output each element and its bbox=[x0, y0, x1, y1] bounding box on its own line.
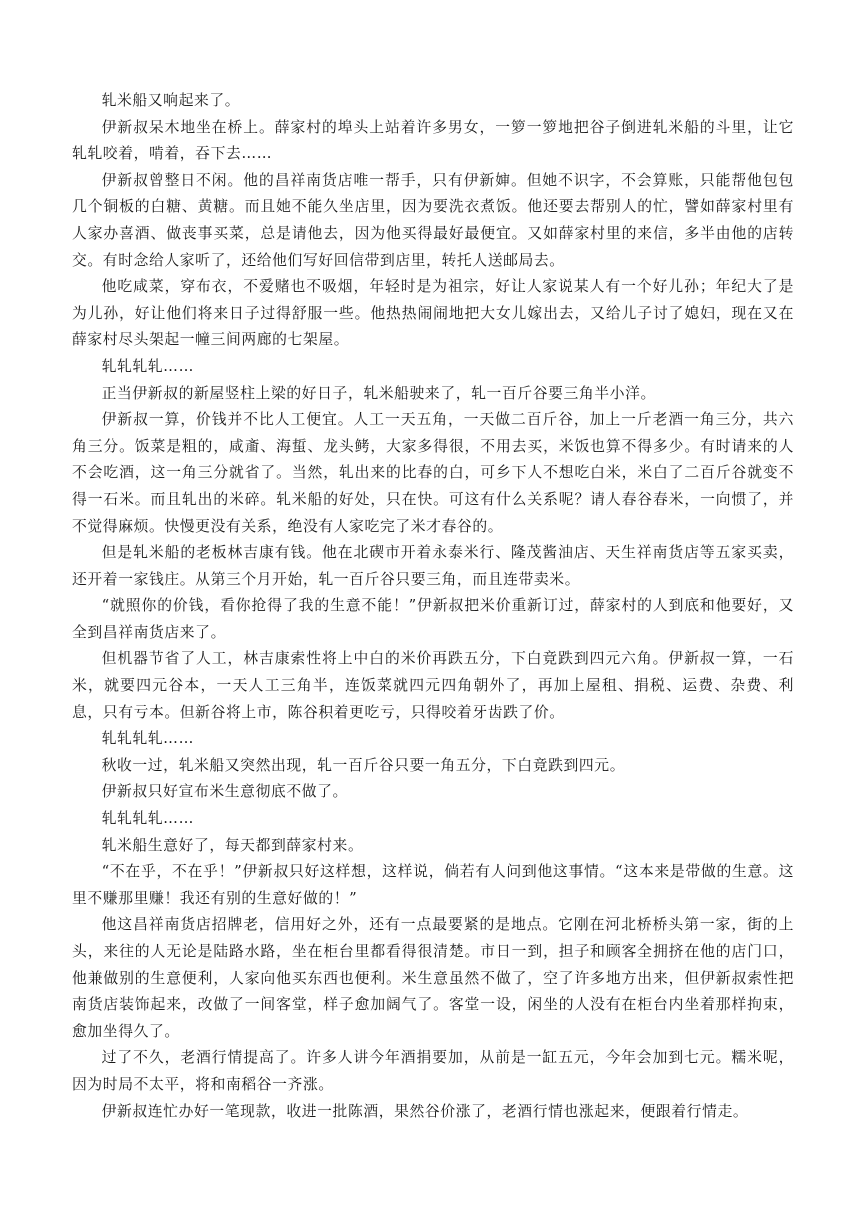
paragraph: 但机器节省了人工，林吉康索性将上中白的米价再跌五分，下白竟跌到四元六角。伊新叔一算，一石米，就要四元谷本，一天人工三角半，连饭菜就四元四角朝外了，再加上屋租、捐税、运费、杂费、利息，只有亏本。但新谷将上市，陈谷积着更吃亏，只得咬着牙齿跌了价。 bbox=[72, 650, 794, 721]
paragraph: 伊新叔只好宣布米生意彻底不做了。 bbox=[101, 783, 348, 801]
paragraph: 他吃咸菜，穿布衣，不爱赌也不吸烟，年轻时是为祖宗，好让人家说某人有一个好儿孙；年纪大了是为儿孙，好让他们将来日子过得舒服一些。他热热闹闹地把大女儿嫁出去，又给儿子讨了媳妇，现在又在薛家村尽头架起一幢三间两廊的七架屋。 bbox=[72, 278, 794, 349]
paragraph: 伊新叔呆木地坐在桥上。薛家村的埠头上站着许多男女，一箩一箩地把谷子倒进轧米船的斗里，让它轧轧咬着，啃着，吞下去…… bbox=[72, 118, 794, 163]
paragraph: 轧米船又响起来了。 bbox=[101, 92, 241, 109]
paragraph: 轧轧轧轧…… bbox=[101, 810, 194, 828]
paragraph: 但是轧米船的老板林吉康有钱。他在北碶市开着永泰米行、隆茂酱油店、天生祥南货店等五家买卖，还开着一家钱庄。从第三个月开始，轧一百斤谷只要三角，而且连带卖米。 bbox=[72, 544, 794, 588]
paragraph: 轧轧轧轧…… bbox=[101, 730, 194, 748]
paragraph: 伊新叔连忙办好一笔现款，收进一批陈酒，果然谷价涨了，老酒行情也涨起来，便跟着行情走。 bbox=[101, 1102, 749, 1120]
paragraph: “就照你的价钱，看你抢得了我的生意不能！”伊新叔把米价重新订过，薛家村的人到底和他要好，又全到昌祥南货店来了。 bbox=[72, 597, 794, 641]
paragraph: 过了不久，老酒行情提高了。许多人讲今年酒捐要加，从前是一缸五元，今年会加到七元。糯米呢，因为时局不太平，将和南稻谷一齐涨。 bbox=[72, 1049, 794, 1093]
paragraph: 秋收一过，轧米船又突然出现，轧一百斤谷只要一角五分，下白竟跌到四元。 bbox=[101, 756, 626, 774]
paragraph: “不在乎，不在乎！”伊新叔只好这样想，这样说，倘若有人问到他这事情。“这本来是带做的生意。这里不赚那里赚！我还有别的生意好做的！” bbox=[72, 863, 794, 907]
paragraph: 轧轧轧轧…… bbox=[101, 357, 194, 375]
paragraph: 正当伊新叔的新屋竖柱上梁的好日子，轧米船驶来了，轧一百斤谷要三角半小洋。 bbox=[101, 384, 656, 402]
paragraph: 他这昌祥南货店招牌老，信用好之外，还有一点最要紧的是地点。它刚在河北桥桥头第一家，街的上头，来往的人无论是陆路水路，坐在柜台里都看得很清楚。市日一到，担子和顾客全拥挤在他的店门口，他兼做别的生意便利，人家向他买东西也便利。米生意虽然不做了，空了许多地方出来，但伊新叔索性把南货店装饰起来，改做了一间客堂，样子愈加阔气了。客堂一设，闲坐的人没有在柜台内坐着那样拘束，愈加坐得久了。 bbox=[72, 916, 794, 1040]
paragraph: 伊新叔曾整日不闲。他的昌祥南货店唯一帮手，只有伊新婶。但她不识字，不会算账，只能帮他包包几个铜板的白糖、黄糖。而且她不能久坐店里，因为要洗衣煮饭。他还要去帮别人的忙，譬如薛家村里有人家办喜酒、做丧事买菜，总是请他去，因为他买得最好最便宜。又如薛家村里的来信，多半由他的店转交。有时念给人家听了，还给他们写好回信带到店里，转托人送邮局去。 bbox=[72, 171, 794, 269]
paragraph: 伊新叔一算，价钱并不比人工便宜。人工一天五角，一天做二百斤谷，加上一斤老酒一角三分，共六角三分。饭菜是粗的，咸齑、海蜇、龙头鲓，大家多得很，不用去买，米饭也算不得多少。有时请来的人不会吃酒，这一角三分就省了。当然，轧出来的比春的白，可乡下人不想吃白米，米白了二百斤谷就变不得一石米。而且轧出的米碎。轧米船的好处，只在快。可这有什么关系呢？请人春谷春米，一向惯了，并不觉得麻烦。快慢更没有关系，绝没有人家吃完了米才春谷的。 bbox=[72, 411, 794, 535]
document-body bbox=[72, 88, 794, 1125]
paragraph: 轧米船生意好了，每天都到薛家村来。 bbox=[101, 836, 364, 854]
